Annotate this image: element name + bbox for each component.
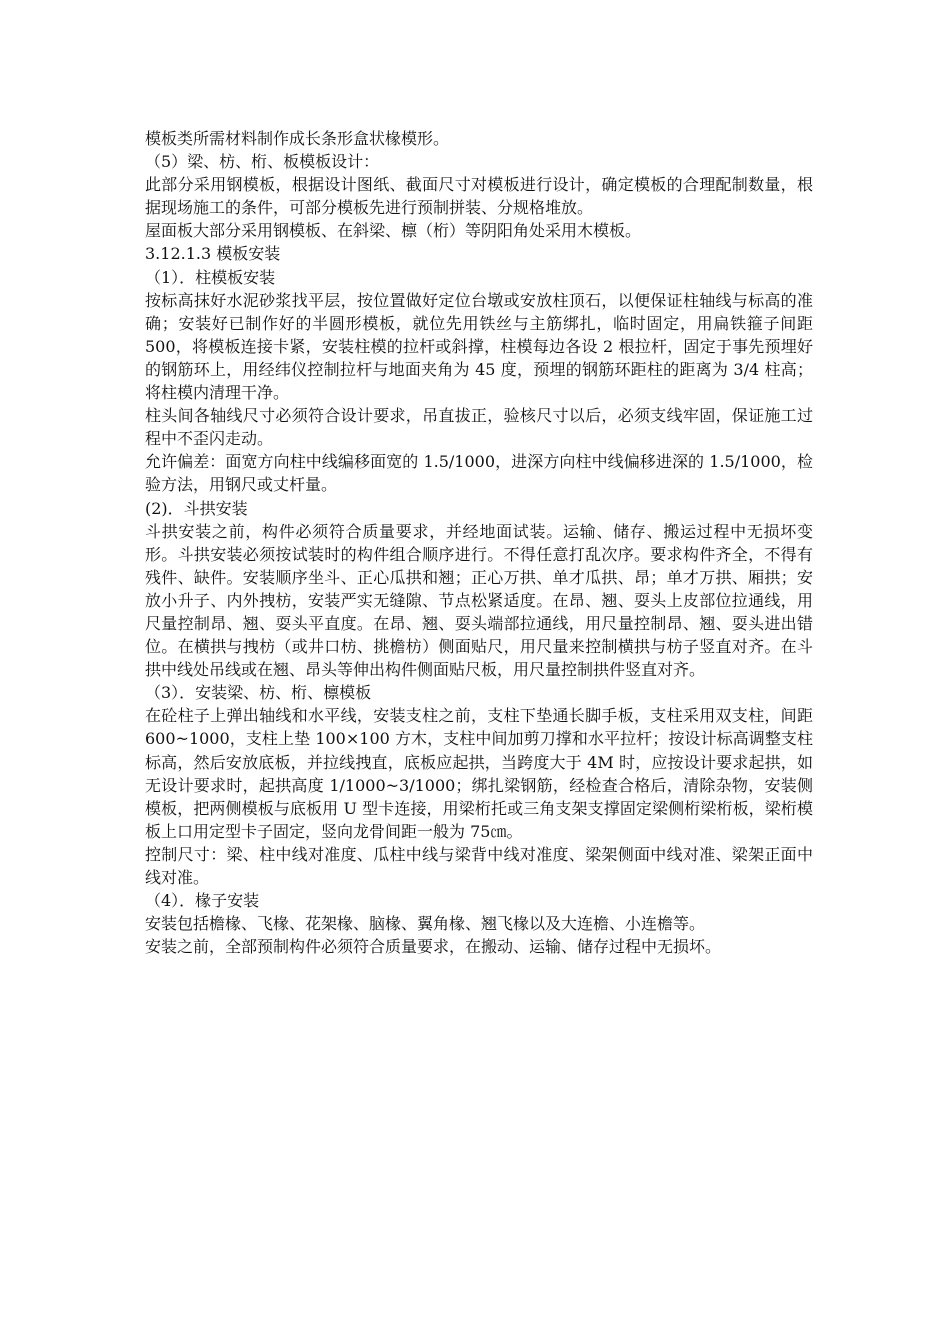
paragraph-8: 柱头间各轴线尺寸必须符合设计要求，吊直拔正，验核尺寸以后，必须支线牢固，保证施工过程中不歪闪走动。 (145, 406, 813, 449)
paragraph-3: 此部分采用钢模板，根据设计图纸、截面尺寸对模板进行设计，确定模板的合理配制数量，根据现场施工的条件，可部分模板先进行预制拼装、分规格堆放。 (145, 175, 813, 218)
paragraph-14: 控制尺寸：梁、柱中线对准度、瓜柱中线与梁背中线对准度、梁架侧面中线对准、梁架正面中线对准。 (145, 844, 813, 887)
paragraph-11: 斗拱安装之前，构件必须符合质量要求，并经地面试装。运输、储存、搬运过程中无损坏变形。斗拱安装必须按试装时的构件组合顺序进行。不得任意打乱次序。要求构件齐全，不得有残件、缺件。安装顺序坐斗、正心瓜拱和翘；正心万拱、单才瓜拱、昂；单才万拱、厢拱；安放小升子、内外拽枋，安装严实无缝隙、节点松紧适度。在昂、翘、耍头上皮部位拉通线，用尺量控制昂、翘、耍头平直度。在昂、翘、耍头端部拉通线，用尺量控制昂、翘、耍头进出错位。在横拱与拽枋（或井口枋、挑檐枋）侧面贴尺，用尺量来控制横拱与枋子竖直对齐。在斗拱中线处吊线或在翘、昂头等伸出构件侧面贴尺板，用尺量控制拱件竖直对齐。 (145, 521, 813, 680)
paragraph-17: 安装之前，全部预制构件必须符合质量要求，在搬动、运输、储存过程中无损坏。 (145, 937, 722, 957)
paragraph-13: 在砼柱子上弹出轴线和水平线，安装支柱之前，支柱下垫通长脚手板，支柱采用双支柱，间距 600~1000，支柱上垫 100×100 方木，支柱中间加剪刀撑和水平拉杆；按设计标高调整支柱标高，然后安放底板，并拉线拽直，底板应起拱，当跨度大于 4M 时，应按设计要求起拱，如无设计要求时，起拱高度 1/1000~3/1000；绑扎梁钢筋，经检查合格后，清除杂物，安装侧模板，把两侧模板与底板用 U 型卡连接，用梁桁托或三角支架支撑固定梁侧桁梁桁板，梁桁模板上口用定型卡子固定，竖向龙骨间距一般为 75㎝。 (145, 706, 813, 841)
section-heading-beam-formwork-installation: （3）．安装梁、枋、桁、檩模板 (145, 683, 372, 703)
paragraph-4: 屋面板大部分采用钢模板、在斜梁、檩（桁）等阴阳角处采用木模板。 (145, 221, 642, 241)
section-heading-beam-formwork-design: （5）梁、枋、桁、板模板设计： (145, 152, 380, 172)
document-body (145, 127, 813, 958)
paragraph-9: 允许偏差：面宽方向柱中线编移面宽的 1.5/1000，进深方向柱中线偏移进深的 1.5/1000，检验方法，用钢尺或丈杆量。 (145, 452, 813, 495)
paragraph-16: 安装包括檐椽、飞椽、花架椽、脑椽、翼角椽、翘飞椽以及大连檐、小连檐等。 (145, 914, 706, 934)
section-heading-formwork-installation: 3.12.1.3 模板安装 (145, 244, 281, 264)
paragraph-7: 按标高抹好水泥砂浆找平层，按位置做好定位台墩或安放柱顶石，以便保证柱轴线与标高的准确；安装好已制作好的半圆形模板，就位先用铁丝与主筋绑扎，临时固定，用扁铁箍子间距 500，将模板连接卡紧，安装柱模的拉杆或斜撑，柱模每边各设 2 根拉杆，固定于事先预埋好的钢筋环上，用经纬仪控制拉杆与地面夹角为 45 度，预埋的钢筋环距柱的距离为 3/4 柱高；将柱模内清理干净。 (145, 290, 813, 403)
section-heading-bracket-installation: (2)．斗拱安装 (145, 498, 248, 518)
section-heading-column-formwork: （1）．柱模板安装 (145, 267, 276, 287)
paragraph-1: 模板类所需材料制作成长条形盒状椽模形。 (145, 129, 450, 148)
section-heading-rafter-installation: （4）．椽子安装 (145, 891, 260, 911)
